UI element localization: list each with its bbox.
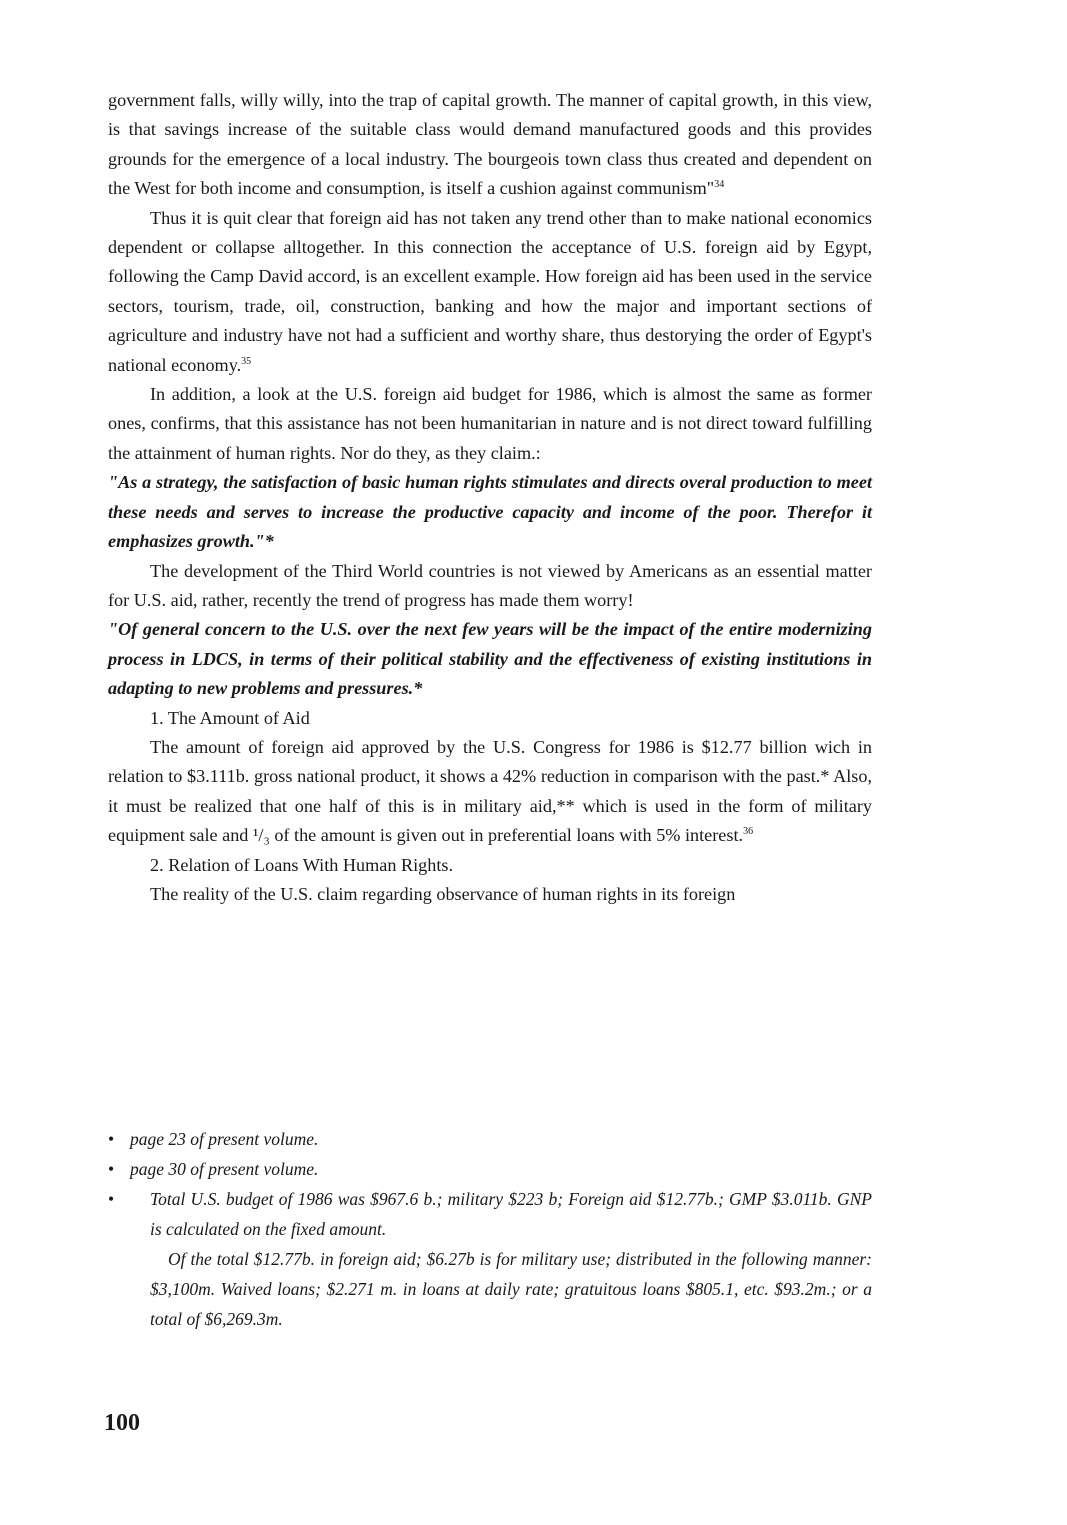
- paragraph: The development of the Third World countries is not viewed by Americans as an essential matter for U.S. aid, rather, recently the trend of progress has made them worry!: [108, 560, 872, 610]
- bullet: •: [108, 1129, 115, 1149]
- reference-number: 36: [743, 826, 754, 838]
- page-number: 100: [104, 1410, 140, 1436]
- footnote: • page 30 of present volume.: [108, 1154, 872, 1184]
- section-heading: 2. Relation of Loans With Human Rights.: [150, 854, 454, 875]
- paragraph: In addition, a look at the U.S. foreign aid budget for 1986, which is almost the same as former ones, confirms, that this assistance has not been humanitarian in nature and is not direct toward fulfilling the attainment of human rights. Nor do they, as they claim.:: [108, 384, 872, 463]
- footnotes: [108, 1124, 872, 1334]
- footnote: • Total U.S. budget of 1986 was $967.6 b.; military $223 b; Foreign aid $12.77b.; GMP $3.011b. GNP is calculated on the fixed amount.: [108, 1184, 872, 1244]
- paragraph: Thus it is quit clear that foreign aid has not taken any trend other than to make national economics dependent or collapse alltogether. In this connection the acceptance of U.S. foreign aid by Egypt, following the Camp David accord, is an excellent example. How foreign aid has been used in the service sectors, tourism, trade, oil, construction, banking and how the major and important sections of agriculture and industry have not had a sufficient and worthy share, thus destorying the order of Egypt's national economy.$^{35}$: [108, 207, 872, 375]
- bullet: •: [108, 1159, 115, 1179]
- reference-number: 34: [714, 179, 725, 191]
- footnote: • page 23 of present volume.: [108, 1124, 872, 1154]
- block-quote: "Of general concern to the U.S. over the next few years will be the impact of the entire modernizing process in LDCS, in terms of their political stability and the effectiveness of existing institutions in adapting to new problems and pressures.*: [108, 619, 872, 699]
- footnote-continuation: Of the total $12.77b. in foreign aid; $6.27b is for military use; distributed in the following manner: $3,100m. Waived loans; $2.271 m. in loans at daily rate; gratuitous loans $805.1, etc. $93.2m.; or a total of $6,269.3m.: [150, 1249, 872, 1329]
- paragraph: The reality of the U.S. claim regarding observance of human rights in its foreign: [150, 883, 736, 904]
- paragraph: The amount of foreign aid approved by the U.S. Congress for 1986 is $12.77 billion wich in relation to $3.111b. gross national product, it shows a 42% reduction in comparison with the past.* Also, it must be realized that one half of this is in military aid,** which is used in the form of military equipment sale and ¹/₃ of the amount is given out in preferential loans with 5% interest.$^{36}$: [108, 736, 872, 846]
- paragraph: government falls, willy willy, into the trap of capital growth. The manner of capital growth, in this view, is that savings increase of the suitable class would demand manufactured goods and this provides grounds for the emergence of a local industry. The bourgeois town class thus created and dependent on the West for both income and consumption, is itself a cushion against communism"$^{34}$: [108, 90, 872, 199]
- main-text: [108, 86, 872, 909]
- section-heading: 1. The Amount of Aid: [150, 707, 310, 728]
- reference-number: 35: [241, 355, 252, 367]
- block-quote: "As a strategy, the satisfaction of basic human rights stimulates and directs overal production to meet these needs and serves to increase the productive capacity and income of the poor. Therefor it emphasizes growth."*: [108, 472, 872, 552]
- bullet: •: [108, 1189, 115, 1209]
